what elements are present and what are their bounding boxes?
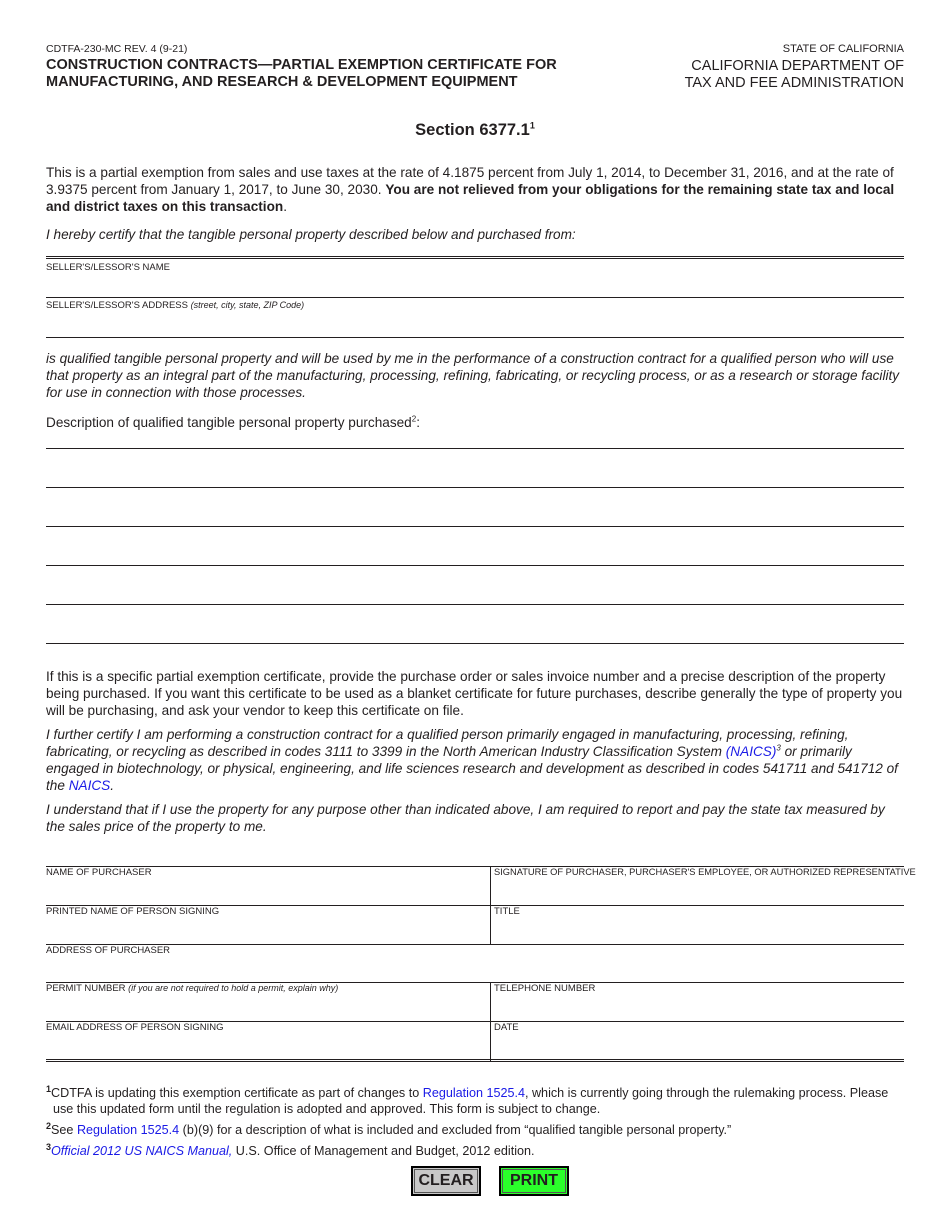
description-label-end: :	[416, 415, 420, 430]
printed-name-label: PRINTED NAME OF PERSON SIGNING	[46, 906, 220, 917]
footnote-2-text-1: See	[51, 1123, 77, 1137]
specific-certificate-paragraph: If this is a specific partial exemption certificate, provide the purchase order or sales invoice number and a precise description of the property being purchased. If you want this certificate to be used as a blanket certificate for future purchases, describe generally the type of property you will be purchasing, and ask your vendor to keep this certificate on file.	[46, 669, 903, 718]
title-label: TITLE	[494, 906, 520, 917]
description-line-4[interactable]	[46, 565, 904, 566]
form-id: CDTFA-230-MC REV. 4 (9-21)	[46, 43, 188, 55]
section-footnote-mark: 1	[529, 120, 535, 131]
footnote-1-mark: 1	[46, 1083, 52, 1094]
qualified-property-statement: is qualified tangible personal property and will be used by me in the performance of a construction contract for a qualified person who will use that property as an integral part of the manufacturing, processing, refining, fabricating, or recycling process, or as a research or storage facility for use in connection with those processes.	[46, 351, 900, 400]
seller-address-rule	[46, 337, 904, 338]
description-line-3[interactable]	[46, 526, 904, 527]
department-line-2: TAX AND FEE ADMINISTRATION	[684, 75, 904, 91]
further-footnote-mark: 3	[776, 743, 781, 753]
address-rule	[46, 944, 904, 945]
seller-address-label-text: SELLER'S/LESSOR'S ADDRESS	[46, 300, 188, 311]
permit-number-label-text: PERMIT NUMBER	[46, 983, 126, 994]
description-line-5[interactable]	[46, 604, 904, 605]
further-text-2: or primarily engaged in biotechnology, or physical, engineering, and life sciences research and development as described in codes 541711 and 541712 of the	[46, 744, 898, 793]
seller-name-rule	[46, 297, 904, 298]
intro-bold-text: You are not relieved from your obligations for the remaining state tax and local and district taxes on this transaction	[46, 182, 895, 214]
purchaser-address-label: ADDRESS OF PURCHASER	[46, 945, 171, 956]
regulation-link-1[interactable]: Regulation 1525.4	[422, 1086, 525, 1100]
print-button[interactable]: PRINT	[499, 1166, 569, 1196]
seller-name-label: SELLER'S/LESSOR'S NAME	[46, 262, 171, 273]
further-certify-paragraph	[46, 726, 906, 794]
naics-link-1[interactable]: (NAICS)	[725, 744, 777, 759]
seller-address-label	[46, 300, 304, 311]
naics-link-2[interactable]: NAICS	[68, 778, 111, 793]
department-line-1: CALIFORNIA DEPARTMENT OF	[691, 58, 904, 74]
form-title-line-2: MANUFACTURING, AND RESEARCH & DEVELOPMENT EQUIPMENT	[46, 74, 518, 90]
footnote-2-text-2: (b)(9) for a description of what is included and excluded from “qualified tangible personal property.”	[179, 1123, 732, 1137]
naics-manual-link[interactable]: Official 2012 US NAICS Manual,	[51, 1144, 233, 1158]
description-label	[46, 414, 906, 431]
footnote-2-mark: 2	[46, 1120, 52, 1131]
permit-number-label	[46, 983, 338, 994]
further-text-1: I further certify I am performing a construction contract for a qualified person primarily engaged in manufacturing, processing, refining, fabricating, or recycling as described in codes 3111 to 3399 in the North American Industry Classification System	[46, 727, 849, 759]
department-name	[644, 58, 904, 92]
state-label: STATE OF CALIFORNIA	[782, 43, 904, 55]
intro-end: .	[283, 199, 287, 214]
section-title-text: Section 6377.1	[415, 121, 530, 139]
clear-button[interactable]: CLEAR	[411, 1166, 481, 1196]
regulation-link-2[interactable]: Regulation 1525.4	[76, 1123, 180, 1137]
email-label: EMAIL ADDRESS OF PERSON SIGNING	[46, 1022, 224, 1033]
footnote-1	[46, 1085, 906, 1117]
telephone-label: TELEPHONE NUMBER	[494, 983, 596, 994]
description-line-2[interactable]	[46, 487, 904, 488]
intro-text: This is a partial exemption from sales and use taxes at the rate of 4.1875 percent from July 1, 2014, to December 31, 2016, and at the rate of 3.9375 percent from January 1, 2017, to June 30, 2030.	[46, 165, 894, 197]
seller-top-rule	[46, 256, 904, 259]
footnote-2	[46, 1122, 906, 1138]
footnote-1-text-1: CDTFA is updating this exemption certificate as part of changes to	[51, 1086, 423, 1100]
purchaser-bottom-rule	[46, 1059, 904, 1062]
date-label: DATE	[494, 1022, 519, 1033]
purchaser-name-label: NAME OF PURCHASER	[46, 867, 152, 878]
intro-paragraph	[46, 164, 906, 215]
form-title-line-1: CONSTRUCTION CONTRACTS—PARTIAL EXEMPTION CERTIFICATE FOR	[46, 57, 557, 73]
understand-paragraph: I understand that if I use the property for any purpose other than indicated above, I am required to report and pay the state tax measured by the sales price of the property to me.	[46, 802, 885, 834]
footnote-3	[46, 1143, 906, 1159]
description-line-6[interactable]	[46, 643, 904, 644]
section-title	[0, 121, 950, 140]
description-label-text: Description of qualified tangible personal property purchased	[46, 415, 412, 430]
seller-address-hint: (street, city, state, ZIP Code)	[190, 300, 305, 310]
description-footnote-mark: 2	[411, 414, 417, 424]
footnote-3-text: U.S. Office of Management and Budget, 2012 edition.	[232, 1144, 535, 1158]
footnote-1-text-2: , which is currently going through the rulemaking process. Please use this updated form until the regulation is adopted and approved. This form is subject to change.	[53, 1086, 889, 1116]
certify-statement: I hereby certify that the tangible personal property described below and purchased from:	[46, 227, 576, 242]
form-title	[46, 57, 646, 91]
description-line-1[interactable]	[46, 448, 904, 449]
signature-label: SIGNATURE OF PURCHASER, PURCHASER'S EMPLOYEE, OR AUTHORIZED REPRESENTATIVE	[494, 867, 916, 877]
footnote-3-mark: 3	[46, 1141, 52, 1152]
further-end: .	[110, 778, 115, 793]
permit-number-hint: (if you are not required to hold a permit, explain why)	[128, 983, 339, 993]
